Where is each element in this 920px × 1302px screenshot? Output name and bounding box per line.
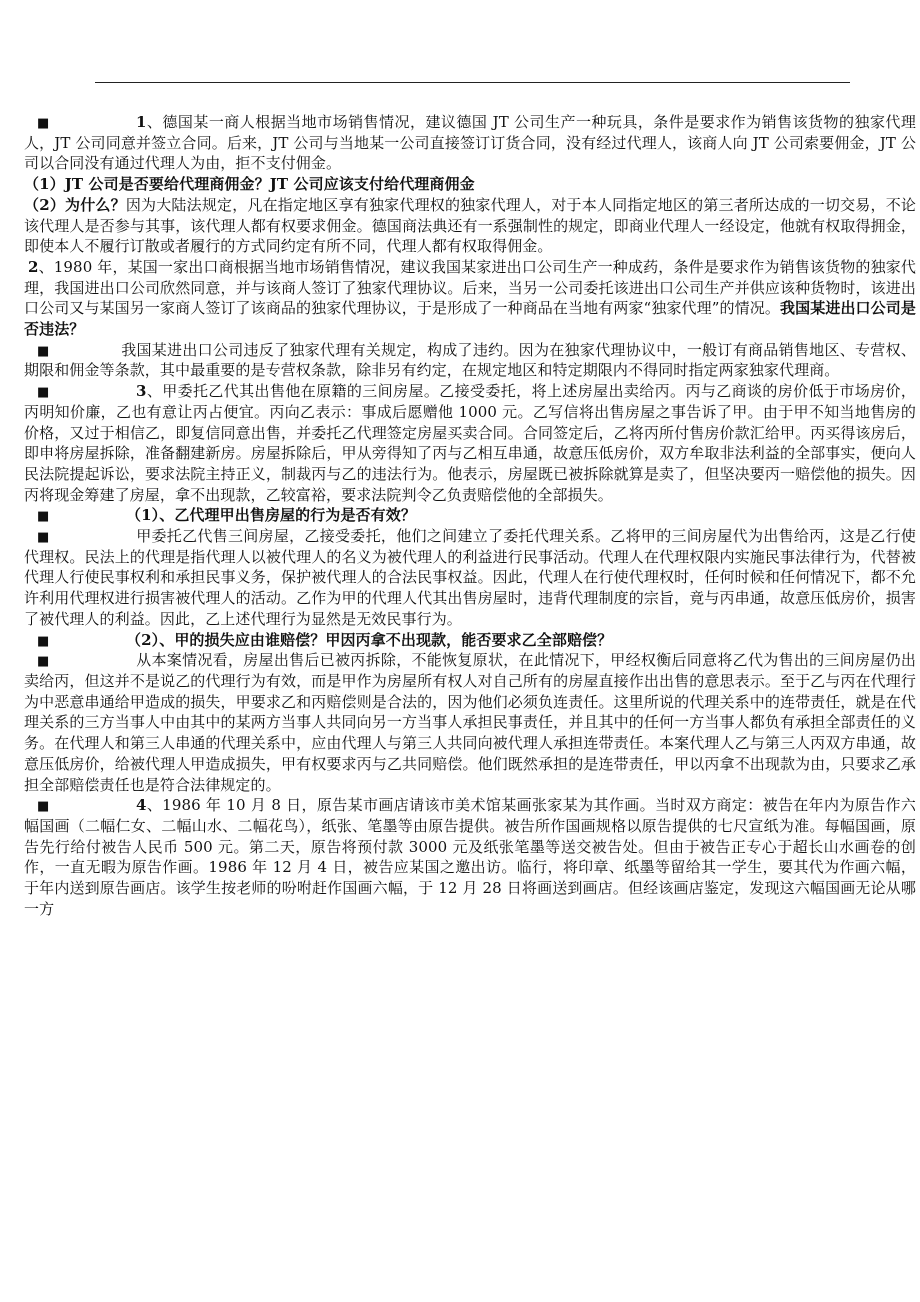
case-1-paragraph (24, 112, 916, 174)
document-body (24, 112, 916, 919)
bullet-square-icon: ■ (37, 633, 50, 649)
case-number: 3 (136, 382, 147, 401)
bullet-square-icon: ■ (37, 530, 50, 546)
case-4-paragraph (24, 795, 916, 919)
answer-3-1-text: 甲委托乙代售三间房屋，乙接受委托，他们之间建立了委托代理关系。乙将甲的三间房屋代为出售给丙，这是乙行使代理权。民法上的代理是指代理人以被代理人的名义为被代理人的利益进行民事活动。代理人在代理权限内实施民事法律行为，代替被代理人行使民事权利和承担民事义务，保护被代理人的合法民事权益。因此，代理人在行使代理权时，任何时候和任何情况下，都不允许利用代理权进行损害被代理人的活动。乙作为甲的代理人代其出售房屋时，违背代理制度的宗旨，竟与丙串通，故意压低房价，损害了被代理人的利益。因此，乙上述代理行为显然是无效民事行为。 (24, 527, 916, 628)
case-3-paragraph (24, 381, 916, 505)
answer-3-2-paragraph (24, 650, 916, 795)
answer-case-2-text: 我国某进出口公司违反了独家代理有关规定，构成了违约。因为在独家代理协议中，一般订有商品销售地区、专营权、期限和佣金等条款，其中最重要的是专营权条款，除非另有约定，在规定地区和特定期限内不得同时指定两家独家代理商。 (24, 340, 916, 380)
answer-2-text: 因为大陆法规定，凡在指定地区享有独家代理权的独家代理人，对于本人同指定地区的第三者所达成的一切交易，不论该代理人是否参与其事，该代理人都有权要求佣金。德国商法典还有一系强制性的规定，即商业代理人一经设定，他就有权取得拥金，即使本人不履行订散或者履行的方式同约定有所不同，代理人都有权取得佣金。 (24, 195, 916, 256)
case-2-text: 、1980 年，某国一家出口商根据当地市场销售情况，建议我国某家进出口公司生产一种成药，条件是要求作为销售该货物的独家代理，我国进出口公司欣然同意，并与该商人签订了独家代理协议。后来，当另一公司委托该进出口公司生产并供应该种货物时，该进出口公司又与某国另一家商人签订了该商品的独家代理协议，于是形成了一种商品在当地有两家“独家代理”的情况。 (24, 257, 916, 318)
case-2-question: 我国某进出口公司是否违法？ (24, 299, 916, 339)
answer-2-paragraph (24, 195, 916, 257)
case-1-text: 、德国某一商人根据当地市场销售情况，建议德国 JT 公司生产一种玩具，条件是要求作为销售该货物的独家代理人，JT 公司同意并签立合同。后来，JT 公司与当地某一公司直接签订订货合同，没有经过代理人，该商人向 JT 公司索要佣金，JT 公司以合同没有通过代理人为由，拒不支付佣金。 (24, 113, 916, 173)
case-number: 4 (136, 796, 147, 815)
question-1: （1）JT 公司是否要给代理商佣金？JT 公司应该支付给代理商佣金 (24, 175, 475, 194)
case-number: 2 (28, 257, 39, 276)
bullet-square-icon: ■ (37, 116, 50, 131)
bullet-square-icon: ■ (37, 654, 50, 670)
question-2-label: （2）为什么？ (24, 195, 126, 214)
case-3-text: 、甲委托乙代其出售他在原籍的三间房屋。乙接受委托，将上述房屋出卖给丙。丙与乙商谈的房价低于市场房价，丙明知价廉，乙也有意让丙占便宜。丙向乙表示：事成后愿赠他 1000 元。乙写信将出售房屋之事告诉了甲。由于甲不知当地售房的价格，又过于相信乙，即复信同意出售，并委托乙代理签定房屋买卖合同。合同签定后，乙将丙所付售房价款汇给甲。丙买得该房后，即申将房屋拆除，准备翻建新房。房屋拆除后，甲从旁得知了丙与乙相互串通，故意压低房价，双方牟取非法利益的全部事实，便向人民法院提起诉讼，要求法院主持正义，制裁丙与乙的违法行为。他表示，房屋既已被拆除就算是卖了，但坚决要丙一赔偿他的损失。因丙将现金筹建了房屋，拿不出现款，乙较富裕，要求法院判令乙负责赔偿他的全部损失。 (24, 382, 916, 504)
bullet-square-icon: ■ (37, 799, 50, 815)
bullet-square-icon: ■ (37, 509, 50, 525)
answer-3-2-text: 从本案情况看，房屋出售后已被丙拆除，不能恢复原状，在此情况下，甲经权衡后同意将乙代为售出的三间房屋仍出卖给丙，但这并不是说乙的代理行为有效，而是甲作为房屋所有权人对自己所有的房屋直接作出出售的意思表示。至于乙与丙在代理行为中恶意串通给甲造成的损失，甲要求乙和丙赔偿则是合法的，因为他们必须负连责任。这里所说的代理关系中的连带责任，就是在代理关系的三方当事人中由其中的某两方当事人共同向另一方当事人承担民事责任，并且其中的任何一方当事人都负有承担全部责任的义务。在代理人和第三人串通的代理关系中，应由代理人与第三人共同向被代理人承担连带责任。本案代理人乙与第三人丙双方串通，故意压低房价，给被代理人甲造成损失，甲有权要求丙与乙共同赔偿。他们既然承担的是连带责任，甲以丙拿不出现款为由，只要求乙承担全部赔偿责任也是符合法律规定的。 (24, 651, 916, 794)
case-number: 1 (136, 113, 147, 131)
question-3-1-paragraph (24, 505, 916, 526)
question-3-2-paragraph (24, 630, 916, 651)
question-3-2: （2）、甲的损失应由谁赔偿？甲因丙拿不出现款，能否要求乙全部赔偿？ (126, 630, 613, 649)
question-3-1: （1）、乙代理甲出售房屋的行为是否有效？ (126, 506, 416, 525)
answer-case-2-paragraph (24, 340, 916, 381)
bullet-square-icon: ■ (37, 343, 50, 359)
case-4-text: 、1986 年 10 月 8 日，原告某市画店请该市美术馆某画张家某为其作画。当时双方商定：被告在年内为原告作六幅国画（二幅仁女、二幅山水、二幅花鸟），纸张、笔墨等由原告提供。被告所作国画规格以原告提供的七尺宣纸为准。每幅国画，原告先行给付被告人民币 500 元。第二天，原告将预付款 3000 元及纸张笔墨等送交被告处。但由于被告正专心于超长山水画卷的创作，一直无暇为原告作画。1986 年 12 月 4 日，被告应某国之邀出访。临行，将印章、纸墨等留给其一学生，要其代为作画六幅，于年内送到原告画店。该学生按老师的吩咐赶作国画六幅，于 12 月 28 日将画送到画店。但经该画店鉴定，发现这六幅国画无论从哪一方 (24, 796, 916, 918)
bullet-square-icon: ■ (37, 385, 50, 401)
header-rule (95, 82, 850, 83)
case-2-paragraph (24, 257, 916, 340)
answer-3-1-paragraph (24, 526, 916, 630)
